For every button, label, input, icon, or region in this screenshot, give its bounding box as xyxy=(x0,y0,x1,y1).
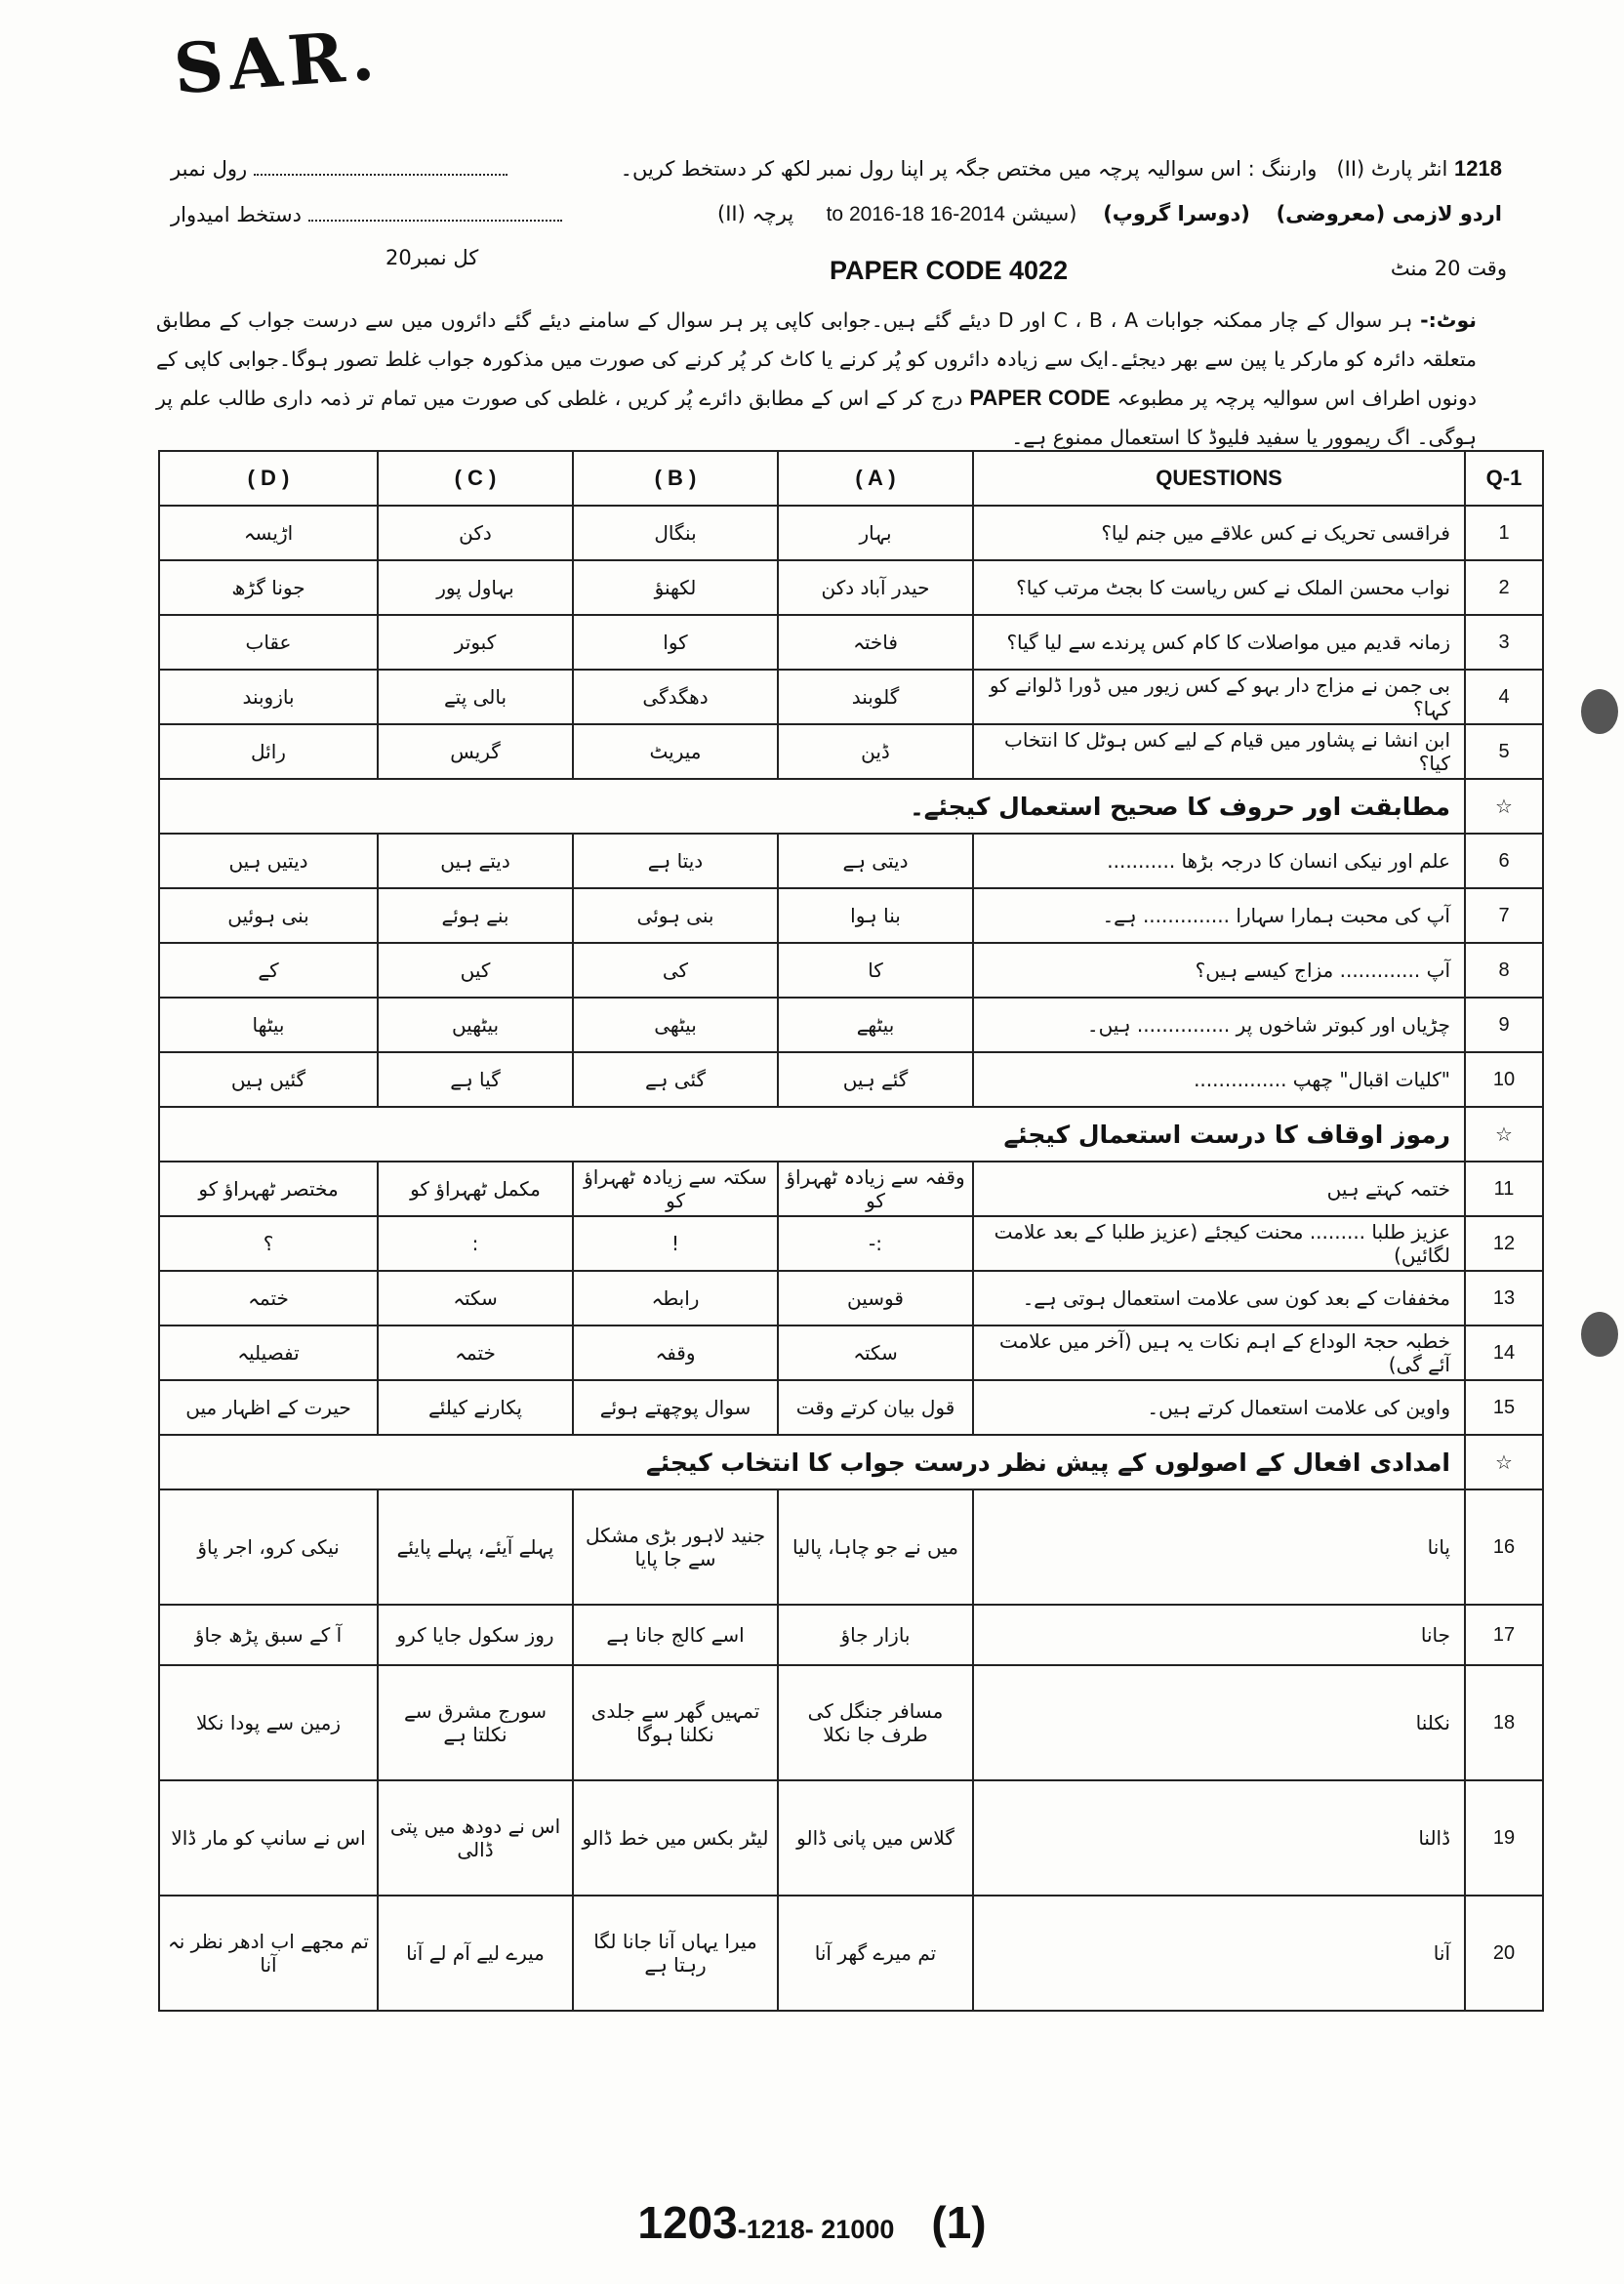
question-number: 1 xyxy=(1465,506,1543,560)
option-d: کے xyxy=(159,943,378,998)
question-number: 10 xyxy=(1465,1052,1543,1107)
table-row xyxy=(159,888,1543,943)
candidate-sign-field[interactable] xyxy=(171,202,562,226)
option-c: دکن xyxy=(378,506,573,560)
question-number: 6 xyxy=(1465,834,1543,888)
option-d: گئیں ہیں xyxy=(159,1052,378,1107)
code-number: 1218 xyxy=(1454,156,1502,181)
question-number: 14 xyxy=(1465,1326,1543,1380)
option-a: گلوبند xyxy=(778,670,973,724)
option-a: وقفہ سے زیادہ ٹھہراؤ کو xyxy=(778,1162,973,1216)
question-number: 7 xyxy=(1465,888,1543,943)
option-a: :- xyxy=(778,1216,973,1271)
option-c: دیتے ہیں xyxy=(378,834,573,888)
option-a: بنا ہوا xyxy=(778,888,973,943)
option-c: میرے لیے آم لے آنا xyxy=(378,1896,573,2011)
option-a: دیتی ہے xyxy=(778,834,973,888)
option-d: ختمہ xyxy=(159,1271,378,1326)
footer-code-main: 1203 xyxy=(637,2197,738,2248)
option-a: بیٹھے xyxy=(778,998,973,1052)
option-a: تم میرے گھر آنا xyxy=(778,1896,973,2011)
question-number: 15 xyxy=(1465,1380,1543,1435)
questions-table xyxy=(158,450,1544,2012)
option-b: رابطہ xyxy=(573,1271,778,1326)
instructions-note xyxy=(156,301,1477,457)
question-number: 16 xyxy=(1465,1489,1543,1605)
option-d: عقاب xyxy=(159,615,378,670)
handwritten-annotation: SAR. xyxy=(171,14,384,110)
question-text: ابن انشا نے پشاور میں قیام کے لیے کس ہوٹل کا انتخاب کیا؟ xyxy=(973,724,1465,779)
option-c: بیٹھیں xyxy=(378,998,573,1052)
question-number: 8 xyxy=(1465,943,1543,998)
option-a: فاختہ xyxy=(778,615,973,670)
question-number: 13 xyxy=(1465,1271,1543,1326)
question-text: نکلنا xyxy=(973,1665,1465,1780)
question-text: آپ کی محبت ہمارا سہارا .............. ہے۔ xyxy=(973,888,1465,943)
table-header-row xyxy=(159,451,1543,506)
table-row xyxy=(159,1605,1543,1665)
table-row xyxy=(159,1052,1543,1107)
option-a: بہار xyxy=(778,506,973,560)
question-number: 4 xyxy=(1465,670,1543,724)
punch-hole xyxy=(1581,1312,1618,1357)
option-d: جونا گڑھ xyxy=(159,560,378,615)
table-row xyxy=(159,506,1543,560)
group-label: (دوسرا گروپ) xyxy=(1103,202,1250,225)
question-text: ڈالنا xyxy=(973,1780,1465,1896)
option-b: بیٹھی xyxy=(573,998,778,1052)
footer-code-rest: -1218- 21000 xyxy=(737,2215,895,2244)
question-text: نواب محسن الملک نے کس ریاست کا بجٹ مرتب کیا؟ xyxy=(973,560,1465,615)
question-text: جانا xyxy=(973,1605,1465,1665)
option-b: دیتا ہے xyxy=(573,834,778,888)
option-d: مختصر ٹھہراؤ کو xyxy=(159,1162,378,1216)
option-b: کی xyxy=(573,943,778,998)
option-c: پہلے آیئے، پہلے پایئے xyxy=(378,1489,573,1605)
option-c: بنے ہوئے xyxy=(378,888,573,943)
question-text: بی جمن نے مزاج دار بہو کے کس زیور میں ڈورا ڈلوانے کو کہا؟ xyxy=(973,670,1465,724)
warning-text: وارننگ : اس سوالیہ پرچہ میں مختص جگہ پر اپنا رول نمبر لکھ کر دستخط کریں۔ xyxy=(620,157,1318,181)
question-text: آنا xyxy=(973,1896,1465,2011)
table-row xyxy=(159,1271,1543,1326)
option-d: بیٹھا xyxy=(159,998,378,1052)
time-label: وقت 20 منٹ xyxy=(1390,257,1507,280)
option-b: کوا xyxy=(573,615,778,670)
question-text: واوین کی علامت استعمال کرتے ہیں۔ xyxy=(973,1380,1465,1435)
option-d: اس نے سانپ کو مار ڈالا xyxy=(159,1780,378,1896)
punch-hole xyxy=(1581,689,1618,734)
option-c: بہاول پور xyxy=(378,560,573,615)
table-row xyxy=(159,1896,1543,2011)
question-text: علم اور نیکی انسان کا درجہ بڑھا ........... xyxy=(973,834,1465,888)
option-b: بنی ہوئی xyxy=(573,888,778,943)
question-text: چڑیاں اور کبوتر شاخوں پر ............... ہیں۔ xyxy=(973,998,1465,1052)
option-c: گیا ہے xyxy=(378,1052,573,1107)
section-title: مطابقت اور حروف کا صحیح استعمال کیجئے۔ xyxy=(159,779,1465,834)
option-b: میرا یہاں آنا جانا لگا رہتا ہے xyxy=(573,1896,778,2011)
note-line-2: درج کر کے اس کے مطابق دائرے پُر کریں ، غلطی کی صورت میں تمام تر ذمہ داری طالب علم پر ہوگی۔ اگ ریموور یا سفید فلیوڈ کا استعمال ممنوع ہے۔ xyxy=(156,387,1477,449)
table-row xyxy=(159,834,1543,888)
total-marks: کل نمبر20 xyxy=(386,246,479,269)
option-a: حیدر آباد دکن xyxy=(778,560,973,615)
option-d: بنی ہوئیں xyxy=(159,888,378,943)
option-a: کا xyxy=(778,943,973,998)
question-number: 2 xyxy=(1465,560,1543,615)
option-b: اسے کالج جانا ہے xyxy=(573,1605,778,1665)
option-d: حیرت کے اظہار میں xyxy=(159,1380,378,1435)
option-c: سکتہ xyxy=(378,1271,573,1326)
star-icon: ☆ xyxy=(1465,779,1543,834)
option-b: وقفہ xyxy=(573,1326,778,1380)
option-d: ؟ xyxy=(159,1216,378,1271)
question-text: "کلیات اقبال" چھپ ............... xyxy=(973,1052,1465,1107)
option-a: قوسین xyxy=(778,1271,973,1326)
option-b: تمہیں گھر سے جلدی نکلنا ہوگا xyxy=(573,1665,778,1780)
option-c: بالی پتے xyxy=(378,670,573,724)
option-b: میریٹ xyxy=(573,724,778,779)
option-d: آ کے سبق پڑھ جاؤ xyxy=(159,1605,378,1665)
option-a: میں نے جو چاہا، پالیا xyxy=(778,1489,973,1605)
option-b: ! xyxy=(573,1216,778,1271)
header-line-2 xyxy=(717,202,1502,226)
option-a: مسافر جنگل کی طرف جا نکلا xyxy=(778,1665,973,1780)
table-row xyxy=(159,560,1543,615)
question-number: 9 xyxy=(1465,998,1543,1052)
option-d: دیتیں ہیں xyxy=(159,834,378,888)
option-a: گلاس میں پانی ڈالو xyxy=(778,1780,973,1896)
question-number: 18 xyxy=(1465,1665,1543,1780)
section-title: امدادی افعال کے اصولوں کے پیش نظر درست جواب کا انتخاب کیجئے xyxy=(159,1435,1465,1489)
note-prefix: نوٹ:- xyxy=(1420,308,1477,332)
option-a: ڈین xyxy=(778,724,973,779)
option-a: بازار جاؤ xyxy=(778,1605,973,1665)
note-line-1: ہر سوال کے چار ممکنہ جوابات C ، B ، A اور D دیئے گئے ہیں۔جوابی کاپی پر ہر سوال کے سامنے دیئے گئے دائروں میں سے درست جواب کے مطابق متعلقہ دائرہ کو مارکر یا پین سے بھر دیجئے۔ایک سے زیادہ دائروں کو پُر کرنے یا کاٹ کر پُر کرنے کی صورت میں مذکورہ جواب غلط تصور ہوگا۔جوابی کاپی کے دونوں اطراف اس سوالیہ پرچہ پر مطبوعہ xyxy=(156,308,1477,410)
question-text: پانا xyxy=(973,1489,1465,1605)
option-d: زمین سے پودا نکلا xyxy=(159,1665,378,1780)
section-title: رموز اوقاف کا درست استعمال کیجئے xyxy=(159,1107,1465,1162)
table-row xyxy=(159,1665,1543,1780)
option-b: سکتہ سے زیادہ ٹھہراؤ کو xyxy=(573,1162,778,1216)
table-row xyxy=(159,1380,1543,1435)
option-c: سورج مشرق سے نکلتا ہے xyxy=(378,1665,573,1780)
option-c: مکمل ٹھہراؤ کو xyxy=(378,1162,573,1216)
note-paper-code: PAPER CODE xyxy=(969,386,1111,410)
option-d: نیکی کرو، اجر پاؤ xyxy=(159,1489,378,1605)
section-row xyxy=(159,1107,1543,1162)
header-d: ( D ) xyxy=(159,451,378,506)
question-text: زمانہ قدیم میں مواصلات کا کام کس پرندے سے لیا گیا؟ xyxy=(973,615,1465,670)
question-number: 17 xyxy=(1465,1605,1543,1665)
option-c: پکارنے کیلئے xyxy=(378,1380,573,1435)
star-icon: ☆ xyxy=(1465,1435,1543,1489)
table-row xyxy=(159,615,1543,670)
question-number: 11 xyxy=(1465,1162,1543,1216)
option-b: گئی ہے xyxy=(573,1052,778,1107)
session-label: (سیشن xyxy=(1011,202,1077,225)
question-text: فراقسی تحریک نے کس علاقے میں جنم لیا؟ xyxy=(973,506,1465,560)
question-number: 12 xyxy=(1465,1216,1543,1271)
option-b: سوال پوچھتے ہوئے xyxy=(573,1380,778,1435)
option-d: رائل xyxy=(159,724,378,779)
question-number: 20 xyxy=(1465,1896,1543,2011)
option-d: اڑیسہ xyxy=(159,506,378,560)
option-b: لیٹر بکس میں خط ڈالو xyxy=(573,1780,778,1896)
footer-code xyxy=(0,2196,1624,2249)
question-number: 3 xyxy=(1465,615,1543,670)
option-c: روز سکول جایا کرو xyxy=(378,1605,573,1665)
header-b: ( B ) xyxy=(573,451,778,506)
subject-label: اردو لازمی (معروضی) xyxy=(1276,202,1502,225)
section-row xyxy=(159,779,1543,834)
option-b: دھگدگی xyxy=(573,670,778,724)
option-c: : xyxy=(378,1216,573,1271)
roll-number-label: رول نمبر xyxy=(171,157,248,181)
question-number: 5 xyxy=(1465,724,1543,779)
question-text: ختمہ کہتے ہیں xyxy=(973,1162,1465,1216)
part-label: انٹر پارٹ (II) xyxy=(1336,157,1448,181)
paper-label: پرچہ (II) xyxy=(717,202,794,225)
session-range: 2014-16 to 2016-18 xyxy=(826,203,1005,225)
option-b: جنید لاہور بڑی مشکل سے جا پایا xyxy=(573,1489,778,1605)
table-row xyxy=(159,1489,1543,1605)
option-c: اس نے دودھ میں پتی ڈالی xyxy=(378,1780,573,1896)
option-c: ختمہ xyxy=(378,1326,573,1380)
candidate-sign-label: دستخط امیدوار xyxy=(171,203,303,226)
option-b: بنگال xyxy=(573,506,778,560)
table-row xyxy=(159,1216,1543,1271)
question-text: عزیز طلبا ......... محنت کیجئے (عزیز طلبا کے بعد علامت لگائیں) xyxy=(973,1216,1465,1271)
option-c: گریس xyxy=(378,724,573,779)
page-number: (1) xyxy=(931,2197,987,2248)
roll-number-field[interactable] xyxy=(171,156,508,181)
option-d: تفصیلیہ xyxy=(159,1326,378,1380)
question-text: مخففات کے بعد کون سی علامت استعمال ہوتی ہے۔ xyxy=(973,1271,1465,1326)
question-number: 19 xyxy=(1465,1780,1543,1896)
option-a: قول بیان کرتے وقت xyxy=(778,1380,973,1435)
section-row xyxy=(159,1435,1543,1489)
option-d: تم مجھے اب ادھر نظر نہ آنا xyxy=(159,1896,378,2011)
header-c: ( C ) xyxy=(378,451,573,506)
option-d: بازوبند xyxy=(159,670,378,724)
table-row xyxy=(159,1162,1543,1216)
option-b: لکھنؤ xyxy=(573,560,778,615)
table-row xyxy=(159,1780,1543,1896)
header-q1: Q-1 xyxy=(1465,451,1543,506)
option-c: کیں xyxy=(378,943,573,998)
question-text: خطبہ حجۃ الوداع کے اہم نکات یہ ہیں (آخر میں علامت آئے گی) xyxy=(973,1326,1465,1380)
table-row xyxy=(159,724,1543,779)
option-c: کبوتر xyxy=(378,615,573,670)
header-line-1 xyxy=(621,156,1502,182)
option-a: سکتہ xyxy=(778,1326,973,1380)
table-row xyxy=(159,670,1543,724)
star-icon: ☆ xyxy=(1465,1107,1543,1162)
table-row xyxy=(159,1326,1543,1380)
paper-code: PAPER CODE 4022 xyxy=(830,256,1069,285)
table-row xyxy=(159,998,1543,1052)
option-a: گئے ہیں xyxy=(778,1052,973,1107)
table-row xyxy=(159,943,1543,998)
header-a: ( A ) xyxy=(778,451,973,506)
question-text: آپ ............. مزاج کیسے ہیں؟ xyxy=(973,943,1465,998)
header-questions: QUESTIONS xyxy=(973,451,1465,506)
